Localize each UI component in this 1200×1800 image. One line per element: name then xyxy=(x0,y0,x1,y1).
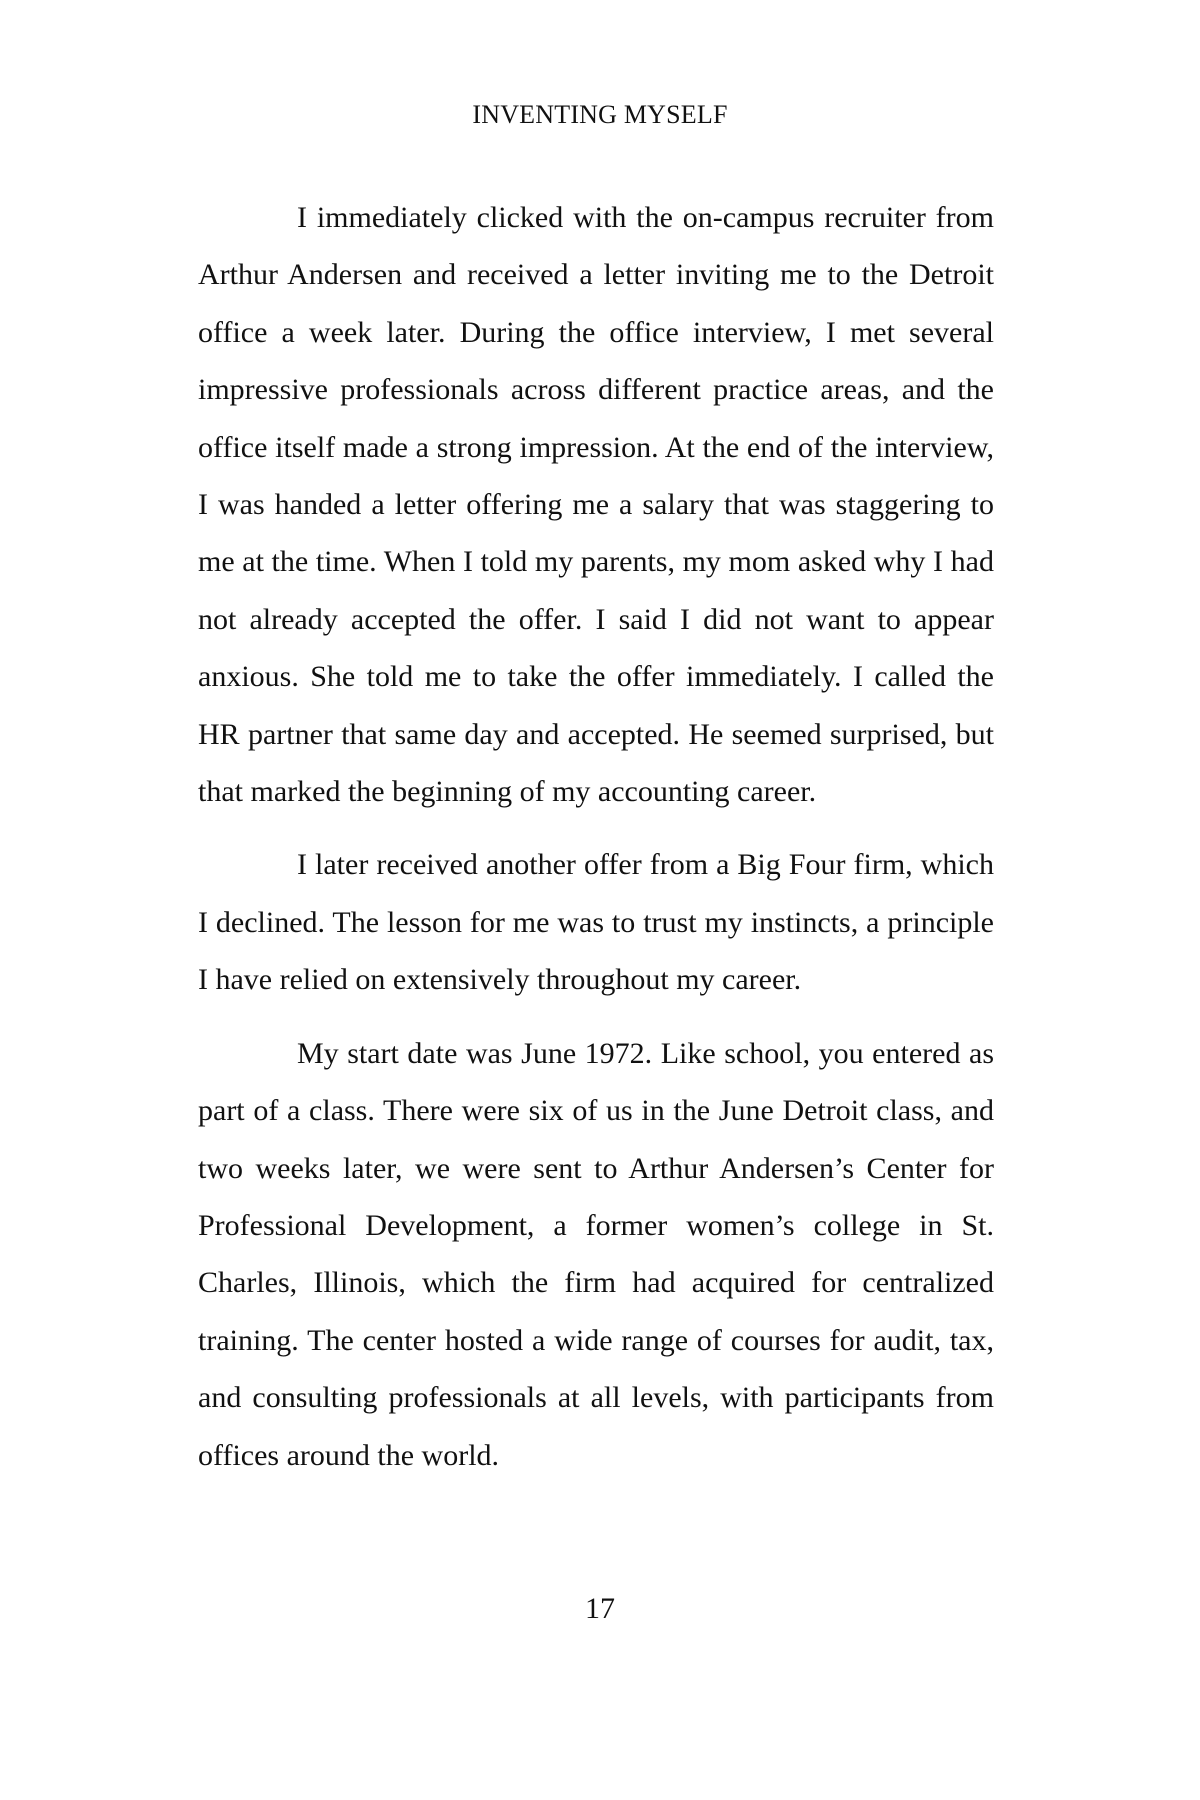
page-number: 17 xyxy=(585,1592,615,1625)
running-header: INVENTING MYSELF xyxy=(472,100,728,129)
paragraph-recruiter-offer: I immediately clicked with the on-campus recruiter from Arthur Andersen and received a letter inviting me to the Detroit office a week later. During the office interview, I met several impressive professionals across different practice areas, and the office itself made a strong impression. At the end of the interview, I was handed a letter offering me a salary that was staggering to me at the time. When I told my parents, my mom asked why I had not already accepted the offer. I said I did not want to appear anxious. She told me to take the offer immediately. I called the HR partner that same day and accepted. He seemed surprised, but that marked the beginning of my accounting career. xyxy=(198,201,994,809)
paragraph-big-four-offer: I later received another offer from a Big Four firm, which I declined. The lesson for me was to trust my instincts, a principle I have relied on extensively throughout my career. xyxy=(198,848,994,997)
body-text xyxy=(198,189,994,1484)
paragraph-start-date: My start date was June 1972. Like school, you entered as part of a class. There were six of us in the June Detroit class, and two weeks later, we were sent to Arthur Andersen’s Center for Professional Development, a former women’s college in St. Charles, Illinois, which the firm had acquired for centralized training. The center hosted a wide range of courses for audit, tax, and consulting professionals at all levels, with participants from offices around the world. xyxy=(198,1036,994,1472)
